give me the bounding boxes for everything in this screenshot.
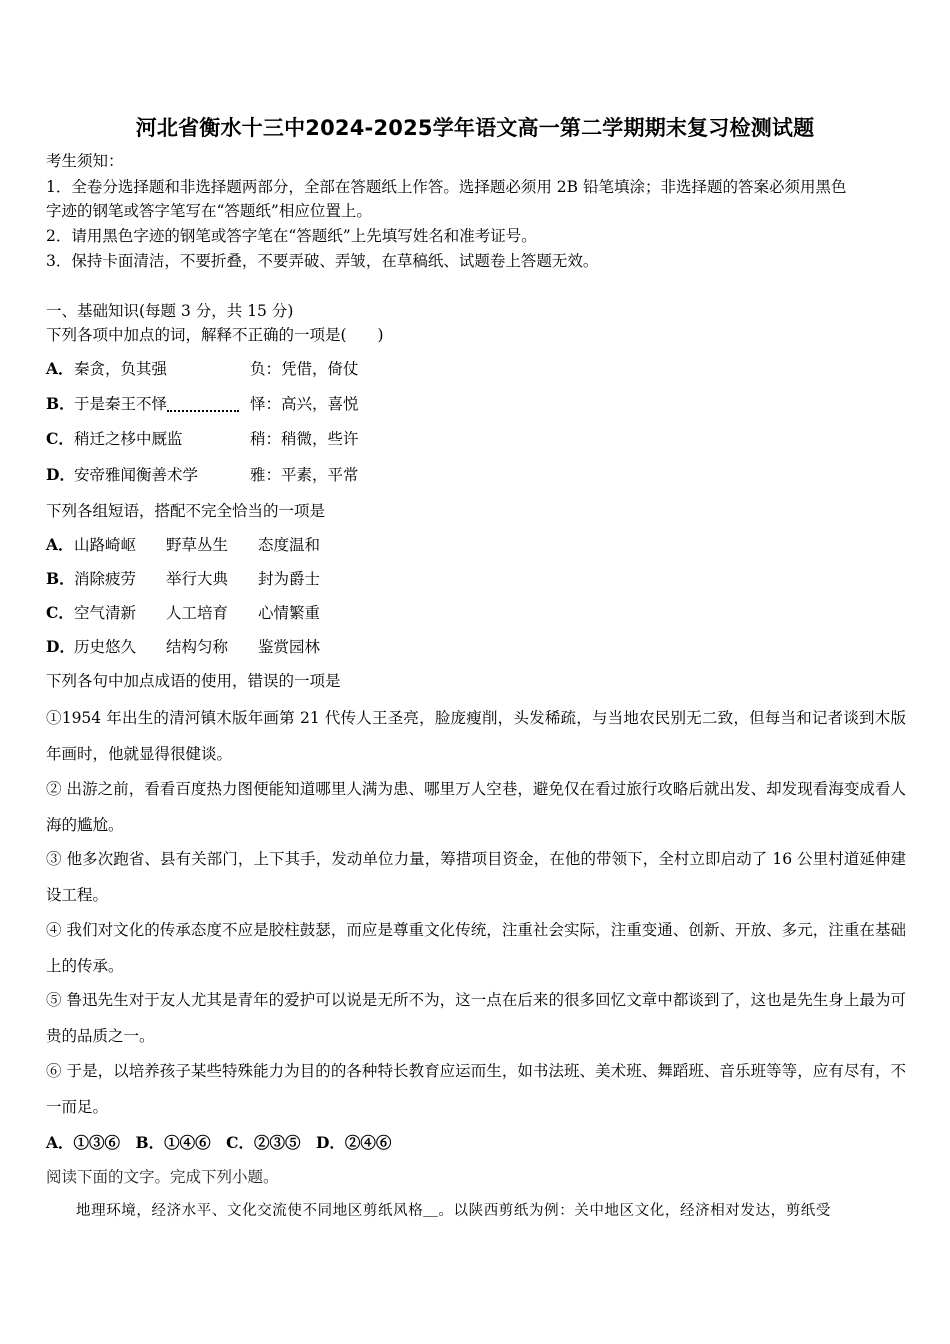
option-letter: B． xyxy=(46,394,75,413)
q2-option-b xyxy=(46,568,320,590)
section-heading: 一、基础知识(每题 3 分，共 15 分) xyxy=(46,302,294,320)
option-left: 稍迁之栘中厩监 xyxy=(74,430,183,448)
q3-stem: 下列各句中加点成语的使用，错误的一项是 xyxy=(46,672,341,690)
notice-line-2: 2．请用黑色字迹的钢笔或答字笔在“答题纸”上先填写姓名和准考证号。 xyxy=(46,227,537,245)
phrase: 空气清新 xyxy=(74,604,137,622)
q2-stem: 下列各组短语，搭配不完全恰当的一项是 xyxy=(46,502,326,520)
option-letter: A． xyxy=(46,535,74,554)
option-letter: D． xyxy=(46,637,75,656)
q2-option-c xyxy=(46,602,320,624)
q3-item-4: ④ 我们对文化的传承态度不应是胶柱鼓瑟，而应是尊重文化传统，注重社会实际，注重变通、创新、开放、多元，注重在基础上的传承。 xyxy=(46,921,906,975)
q3-item-6: ⑥ 于是，以培养孩子某些特殊能力为目的的各种特长教育应运而生，如书法班、美术班、舞蹈班、音乐班等等，应有尽有，不一而足。 xyxy=(46,1062,906,1116)
q3-item-5: ⑤ 鲁迅先生对于友人尤其是青年的爱护可以说是无所不为，这一点在后来的很多回忆文章中都谈到了，这也是先生身上最为可贵的品质之一。 xyxy=(46,991,906,1045)
reading-instruction: 阅读下面的文字。完成下列小题。 xyxy=(46,1168,279,1186)
phrase: 心情繁重 xyxy=(258,604,321,622)
notice-line-1b: 字迹的钢笔或答字笔写在“答题纸”相应位置上。 xyxy=(46,202,372,220)
q1-stem: 下列各项中加点的词，解释不正确的一项是( ) xyxy=(46,326,384,344)
phrase: 山路崎岖 xyxy=(74,536,137,554)
option-left: 安帝雅闻衡善术学 xyxy=(74,466,199,484)
reading-passage: 地理环境，经济水平、文化交流使不同地区剪纸风格＿。以陕西剪纸为例：关中地区文化，经济相对发达，剪纸受 xyxy=(76,1203,831,1219)
phrase: 历史悠久 xyxy=(74,638,137,656)
q1-option-d-gloss: 雅：平素，平常 xyxy=(250,466,359,484)
q1-option-a-gloss: 负：凭借，倚仗 xyxy=(250,360,359,378)
phrase: 野草丛生 xyxy=(166,536,229,554)
q3-answer-options: A．①③⑥ B．①④⑥ C．②③⑤ D．②④⑥ xyxy=(46,1133,392,1152)
option-letter: D． xyxy=(46,465,75,484)
q1-option-d xyxy=(46,464,198,486)
notice-line-1a: 1．全卷分选择题和非选择题两部分，全部在答题纸上作答。选择题必须用 2B 铅笔填涂；非选择题的答案必须用黑色 xyxy=(46,178,847,196)
q2-option-d xyxy=(46,636,320,658)
dotted-emphasis xyxy=(167,398,239,412)
option-letter: B． xyxy=(46,569,75,588)
phrase: 举行大典 xyxy=(166,570,229,588)
phrase: 态度温和 xyxy=(258,536,321,554)
phrase: 人工培育 xyxy=(166,604,229,622)
option-letter: C． xyxy=(46,429,74,448)
q3-item-1: ①1954 年出生的清河镇木版年画第 21 代传人王圣亮，脸庞瘦削，头发稀疏，与当地农民别无二致，但每当和记者谈到木版年画时，他就显得很健谈。 xyxy=(46,709,906,763)
q3-item-3: ③ 他多次跑省、县有关部门，上下其手，发动单位力量，筹措项目资金，在他的带领下，全村立即启动了 16 公里村道延伸建设工程。 xyxy=(46,850,906,904)
q1-option-b-gloss: 怿：高兴，喜悦 xyxy=(250,395,359,413)
phrase: 封为爵士 xyxy=(258,570,321,588)
q1-option-b xyxy=(46,393,239,415)
q2-option-a xyxy=(46,534,320,556)
q1-option-a xyxy=(46,358,167,380)
option-letter: C． xyxy=(46,603,74,622)
q1-option-c-gloss: 稍：稍微，些许 xyxy=(250,430,359,448)
q3-item-2: ② 出游之前，看看百度热力图便能知道哪里人满为患、哪里万人空巷，避免仅在看过旅行攻略后就出发、却发现看海变成看人海的尴尬。 xyxy=(46,780,906,834)
phrase: 鉴赏园林 xyxy=(258,638,321,656)
q1-option-c xyxy=(46,428,183,450)
option-letter: A． xyxy=(46,359,74,378)
phrase: 结构匀称 xyxy=(166,638,229,656)
page-title: 河北省衡水十三中2024-2025学年语文高一第二学期期末复习检测试题 xyxy=(135,116,815,140)
option-left: 秦贪，负其强 xyxy=(74,360,168,378)
notice-heading: 考生须知： xyxy=(46,152,124,170)
phrase: 消除疲劳 xyxy=(74,570,137,588)
notice-line-3: 3．保持卡面清洁，不要折叠，不要弄破、弄皱，在草稿纸、试题卷上答题无效。 xyxy=(46,252,599,270)
option-left: 于是秦王不怿 xyxy=(74,395,168,413)
